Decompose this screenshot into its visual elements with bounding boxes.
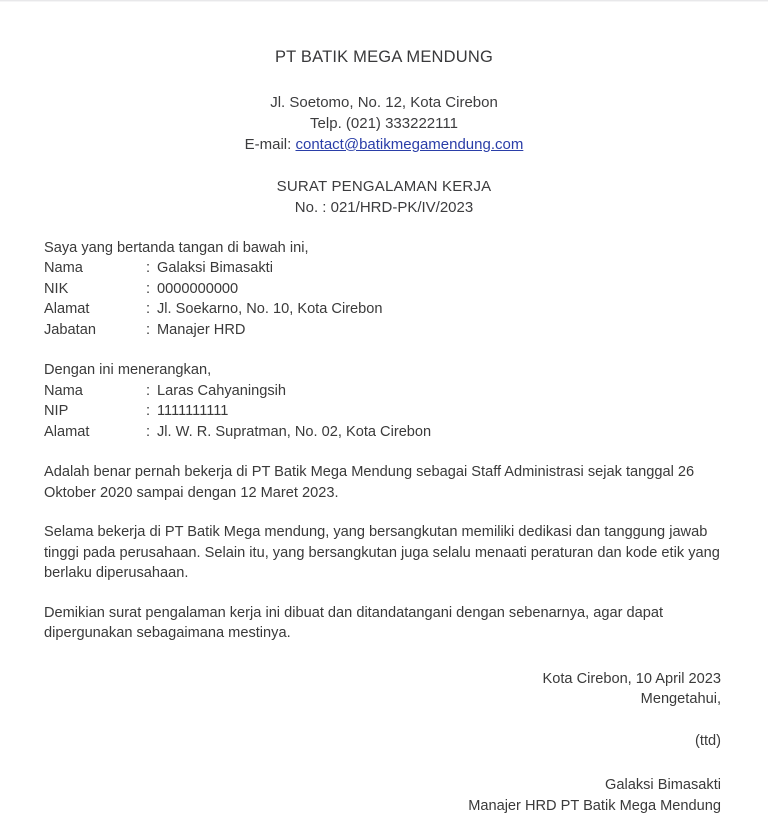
field-label: NIK [44, 280, 69, 297]
company-email-line [23, 134, 745, 155]
field-separator: : [146, 260, 151, 277]
letterhead [23, 0, 745, 155]
subject-fields-table [44, 381, 431, 443]
company-address: Jl. Soetomo, No. 12, Kota Cirebon [270, 93, 498, 111]
field-label: Alamat [44, 423, 90, 440]
table-row [44, 299, 383, 320]
closing-block [44, 669, 722, 816]
field-value: 1111111111 [157, 403, 229, 420]
document-heading: SURAT PENGALAMAN KERJA [276, 177, 492, 195]
field-value: Laras Cahyaningsih [157, 382, 286, 399]
field-separator: : [146, 382, 151, 399]
document-number: No. : 021/HRD-PK/IV/2023 [294, 198, 474, 216]
field-separator: : [146, 321, 151, 338]
signer-name: Galaksi Bimasakti [605, 777, 721, 794]
place-and-date: Kota Cirebon, 10 April 2023 [542, 670, 721, 687]
acknowledgement-label: Mengetahui, [640, 691, 721, 708]
email-label: E-mail: [244, 135, 292, 153]
signer-identity [44, 775, 721, 816]
field-label: Alamat [44, 301, 90, 318]
table-row [44, 422, 431, 443]
field-label: Nama [44, 382, 83, 399]
block-spacer [44, 340, 722, 360]
field-value: Manajer HRD [157, 321, 246, 338]
table-row [44, 381, 431, 402]
field-separator: : [146, 280, 151, 297]
body-paragraph: Adalah benar pernah bekerja di PT Batik Mega Mendung sebagai Staff Administrasi sejak tanggal 26 Oktober 2020 sampai dengan 12 Maret 2023. [44, 464, 695, 501]
company-contact-block [23, 92, 745, 155]
field-label: NIP [44, 403, 69, 420]
signer-title: Manajer HRD PT Batik Mega Mendung [468, 797, 721, 814]
block-spacer [44, 442, 722, 462]
signatory-fields-table [44, 258, 383, 340]
company-phone: Telp. (021) 333222111 [310, 114, 458, 132]
field-label: Nama [44, 260, 83, 277]
field-value: Galaksi Bimasakti [157, 260, 273, 277]
body-paragraph: Demikian surat pengalaman kerja ini dibuat dan ditandatangani dengan sebenarnya, agar dapat dipergunakan sebagaimana mestinya. [44, 604, 664, 642]
subject-intro: Dengan ini menerangkan, [44, 362, 212, 379]
document-title-block [23, 176, 745, 218]
letter-body [23, 238, 745, 816]
signatory-intro: Saya yang bertanda tangan di bawah ini, [44, 239, 309, 256]
table-row [44, 401, 431, 422]
table-row [44, 320, 383, 341]
field-value: Jl. Soekarno, No. 10, Kota Cirebon [157, 301, 383, 318]
table-row [44, 258, 383, 279]
company-name: PT BATIK MEGA MENDUNG [274, 48, 494, 66]
table-row [44, 279, 383, 300]
field-separator: : [146, 403, 151, 420]
signature-mark: (ttd) [695, 732, 721, 749]
field-label: Jabatan [44, 321, 96, 338]
field-separator: : [146, 423, 151, 440]
field-separator: : [146, 301, 151, 318]
body-paragraph: Selama bekerja di PT Batik Mega mendung, yang bersangkutan memiliki dedikasi dan tanggung jawab tinggi pada perusahaan. Selain itu, yang bersangkutan juga selalu menaati peraturan dan kode etik yang berlaku diperusahaan. [44, 524, 720, 582]
field-value: 0000000000 [157, 280, 239, 297]
field-value: Jl. W. R. Supratman, No. 02, Kota Cirebon [157, 423, 432, 440]
email-link[interactable]: contact@batikmegamendung.com [295, 135, 524, 153]
